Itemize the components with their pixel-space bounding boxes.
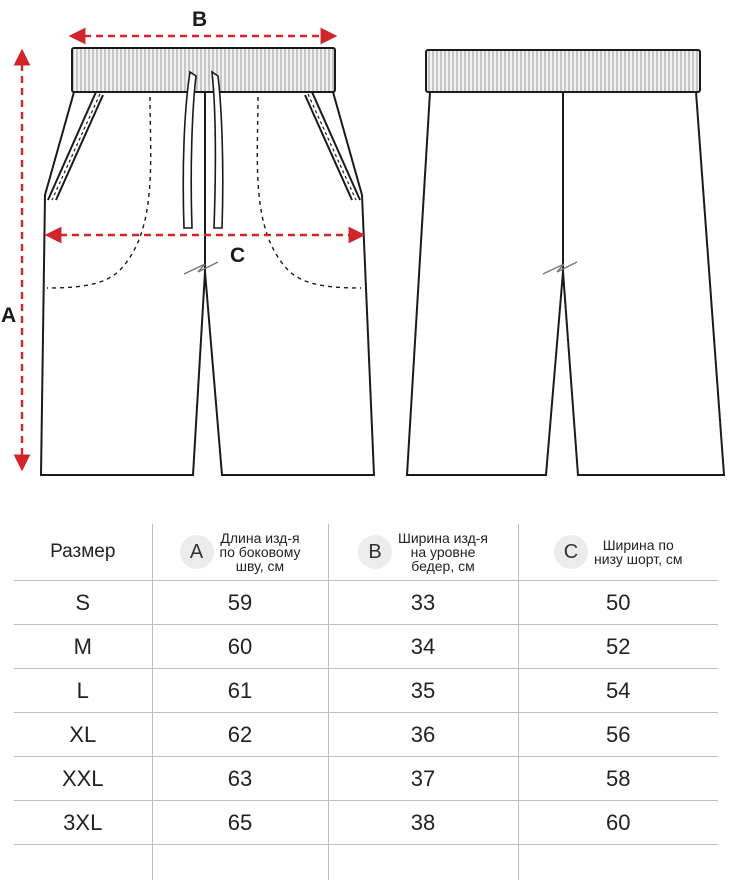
cell-size: 3XL: [14, 801, 152, 845]
label-a: A: [1, 304, 17, 327]
cell-a: 65: [152, 801, 328, 845]
cell-a: 61: [152, 669, 328, 713]
cell-a: 62: [152, 713, 328, 757]
cell-c: 56: [518, 713, 718, 757]
back-body-outline: [407, 92, 724, 475]
cell-b: 34: [328, 625, 518, 669]
front-waistband: [72, 48, 335, 92]
cell-a: 59: [152, 581, 328, 625]
table-row: [14, 625, 718, 669]
cell-b: 37: [328, 757, 518, 801]
cell-c: 58: [518, 757, 718, 801]
cell-size: L: [14, 669, 152, 713]
header-c-text: Ширина по низу шорт, см: [594, 537, 683, 567]
cell-size: XL: [14, 713, 152, 757]
header-c-badge: C: [554, 535, 588, 569]
cell-size: M: [14, 625, 152, 669]
cell-c: 52: [518, 625, 718, 669]
cell-b: 33: [328, 581, 518, 625]
cell-size: XXL: [14, 757, 152, 801]
cell-b: 36: [328, 713, 518, 757]
header-b-text: Ширина изд-я на уровне бедер, см: [397, 530, 488, 574]
table-row: [14, 669, 718, 713]
cell-c: 60: [518, 801, 718, 845]
label-c: C: [230, 244, 246, 267]
header-a-text: Длина изд-я по боковому шву, см: [219, 530, 301, 574]
table-row-empty: [14, 845, 718, 881]
cell-a: 60: [152, 625, 328, 669]
header-b-badge: B: [358, 535, 392, 569]
cell-empty: [518, 845, 718, 881]
table-row: [14, 801, 718, 845]
shorts-back-view: [407, 50, 724, 475]
table-header-row: [14, 524, 718, 581]
cell-empty: [328, 845, 518, 881]
header-a-badge: A: [180, 535, 214, 569]
cell-b: 35: [328, 669, 518, 713]
size-chart-table: [14, 524, 718, 880]
header-size: Размер: [14, 524, 152, 581]
header-b: [328, 524, 518, 581]
cell-b: 38: [328, 801, 518, 845]
cell-c: 50: [518, 581, 718, 625]
header-c: [518, 524, 718, 581]
shorts-front-view: [41, 48, 374, 475]
cell-empty: [152, 845, 328, 881]
back-waistband: [426, 50, 700, 92]
table-row: [14, 713, 718, 757]
label-b: B: [192, 8, 208, 31]
header-a: [152, 524, 328, 581]
cell-size: S: [14, 581, 152, 625]
cell-empty: [14, 845, 152, 881]
cell-a: 63: [152, 757, 328, 801]
cell-c: 54: [518, 669, 718, 713]
front-body-outline: [41, 92, 374, 475]
table-row: [14, 757, 718, 801]
table-row: [14, 581, 718, 625]
